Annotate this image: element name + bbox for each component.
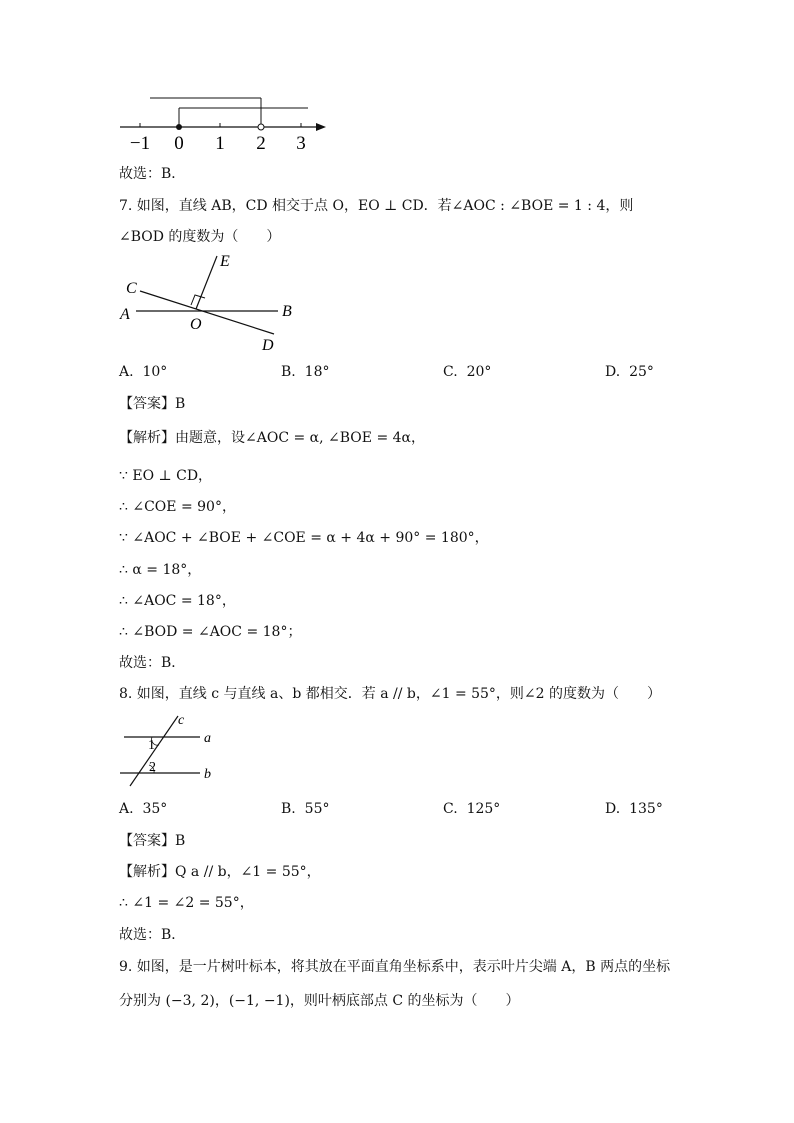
- q8-answer: 【答案】B: [119, 833, 186, 849]
- q8-figure: [116, 710, 226, 788]
- q7-option-a: A. 10°: [119, 364, 168, 380]
- label-A: A: [120, 306, 130, 323]
- label-angle-1: 1: [148, 738, 155, 753]
- q7-option-c: C. 20°: [443, 364, 492, 380]
- q8-option-a: A. 35°: [119, 801, 168, 817]
- q6-choose: 故选：B．: [119, 166, 186, 182]
- tick-label: −1: [129, 133, 151, 154]
- q7-analysis-line: ∴ ∠BOD = ∠AOC = 18°；: [119, 624, 302, 640]
- label-O: O: [190, 316, 202, 333]
- q7-option-d: D. 25°: [605, 364, 654, 380]
- label-b: b: [204, 767, 211, 782]
- label-E: E: [220, 253, 230, 270]
- q7-analysis-line: ∴ α = 18°，: [119, 562, 202, 578]
- q8-analysis-line: 【解析】Q a // b，∠1 = 55°，: [119, 864, 321, 880]
- q8-analysis-line: ∴ ∠1 = ∠2 = 55°，: [119, 895, 254, 911]
- closed-point: [176, 124, 182, 130]
- q8-option-b: B. 55°: [281, 801, 330, 817]
- q7-analysis-line: 故选：B．: [119, 655, 186, 671]
- number-line-figure: [112, 90, 334, 154]
- q7-stem-line2: ∠BOD 的度数为（ ）: [119, 229, 281, 245]
- tick-label: 1: [215, 133, 225, 154]
- q8-analysis-line: 故选：B．: [119, 927, 186, 943]
- q7-stem-line1: 7. 如图，直线 AB，CD 相交于点 O，EO ⊥ CD．若∠AOC : ∠BOE = 1 : 4，则: [119, 198, 634, 214]
- q7-option-b: B. 18°: [281, 364, 330, 380]
- label-C: C: [126, 280, 137, 297]
- q7-analysis-line: ∵ ∠AOC + ∠BOE + ∠COE = α + 4α + 90° = 180°，: [119, 530, 489, 546]
- q9-stem-line1: 9. 如图，是一片树叶标本，将其放在平面直角坐标系中，表示叶片尖端 A，B 两点的坐标: [119, 959, 671, 975]
- tick-label: 0: [174, 133, 184, 154]
- q8-stem: 8. 如图，直线 c 与直线 a、b 都相交．若 a // b，∠1 = 55°，则∠2 的度数为（ ）: [119, 686, 662, 702]
- q9-stem-line2: 分别为 (−3, 2)，(−1, −1)，则叶柄底部点 C 的坐标为（ ）: [119, 993, 520, 1009]
- tick-label: 2: [256, 133, 266, 154]
- tick-label: 3: [296, 133, 306, 154]
- q7-analysis-line: ∴ ∠COE = 90°，: [119, 499, 236, 515]
- label-c: c: [178, 713, 185, 728]
- q7-answer: 【答案】B: [119, 396, 186, 412]
- label-D: D: [262, 337, 274, 354]
- q7-analysis-line: ∵ EO ⊥ CD，: [119, 468, 213, 484]
- q8-option-c: C. 125°: [443, 801, 501, 817]
- q7-figure: [116, 250, 298, 358]
- label-B: B: [282, 303, 292, 320]
- open-point: [258, 124, 264, 130]
- label-angle-2: 2: [149, 760, 156, 775]
- q8-option-d: D. 135°: [605, 801, 663, 817]
- q7-analysis-line: 【解析】由题意，设∠AOC = α, ∠BOE = 4α，: [119, 430, 425, 446]
- q7-analysis-line: ∴ ∠AOC = 18°，: [119, 593, 236, 609]
- label-a: a: [204, 731, 211, 746]
